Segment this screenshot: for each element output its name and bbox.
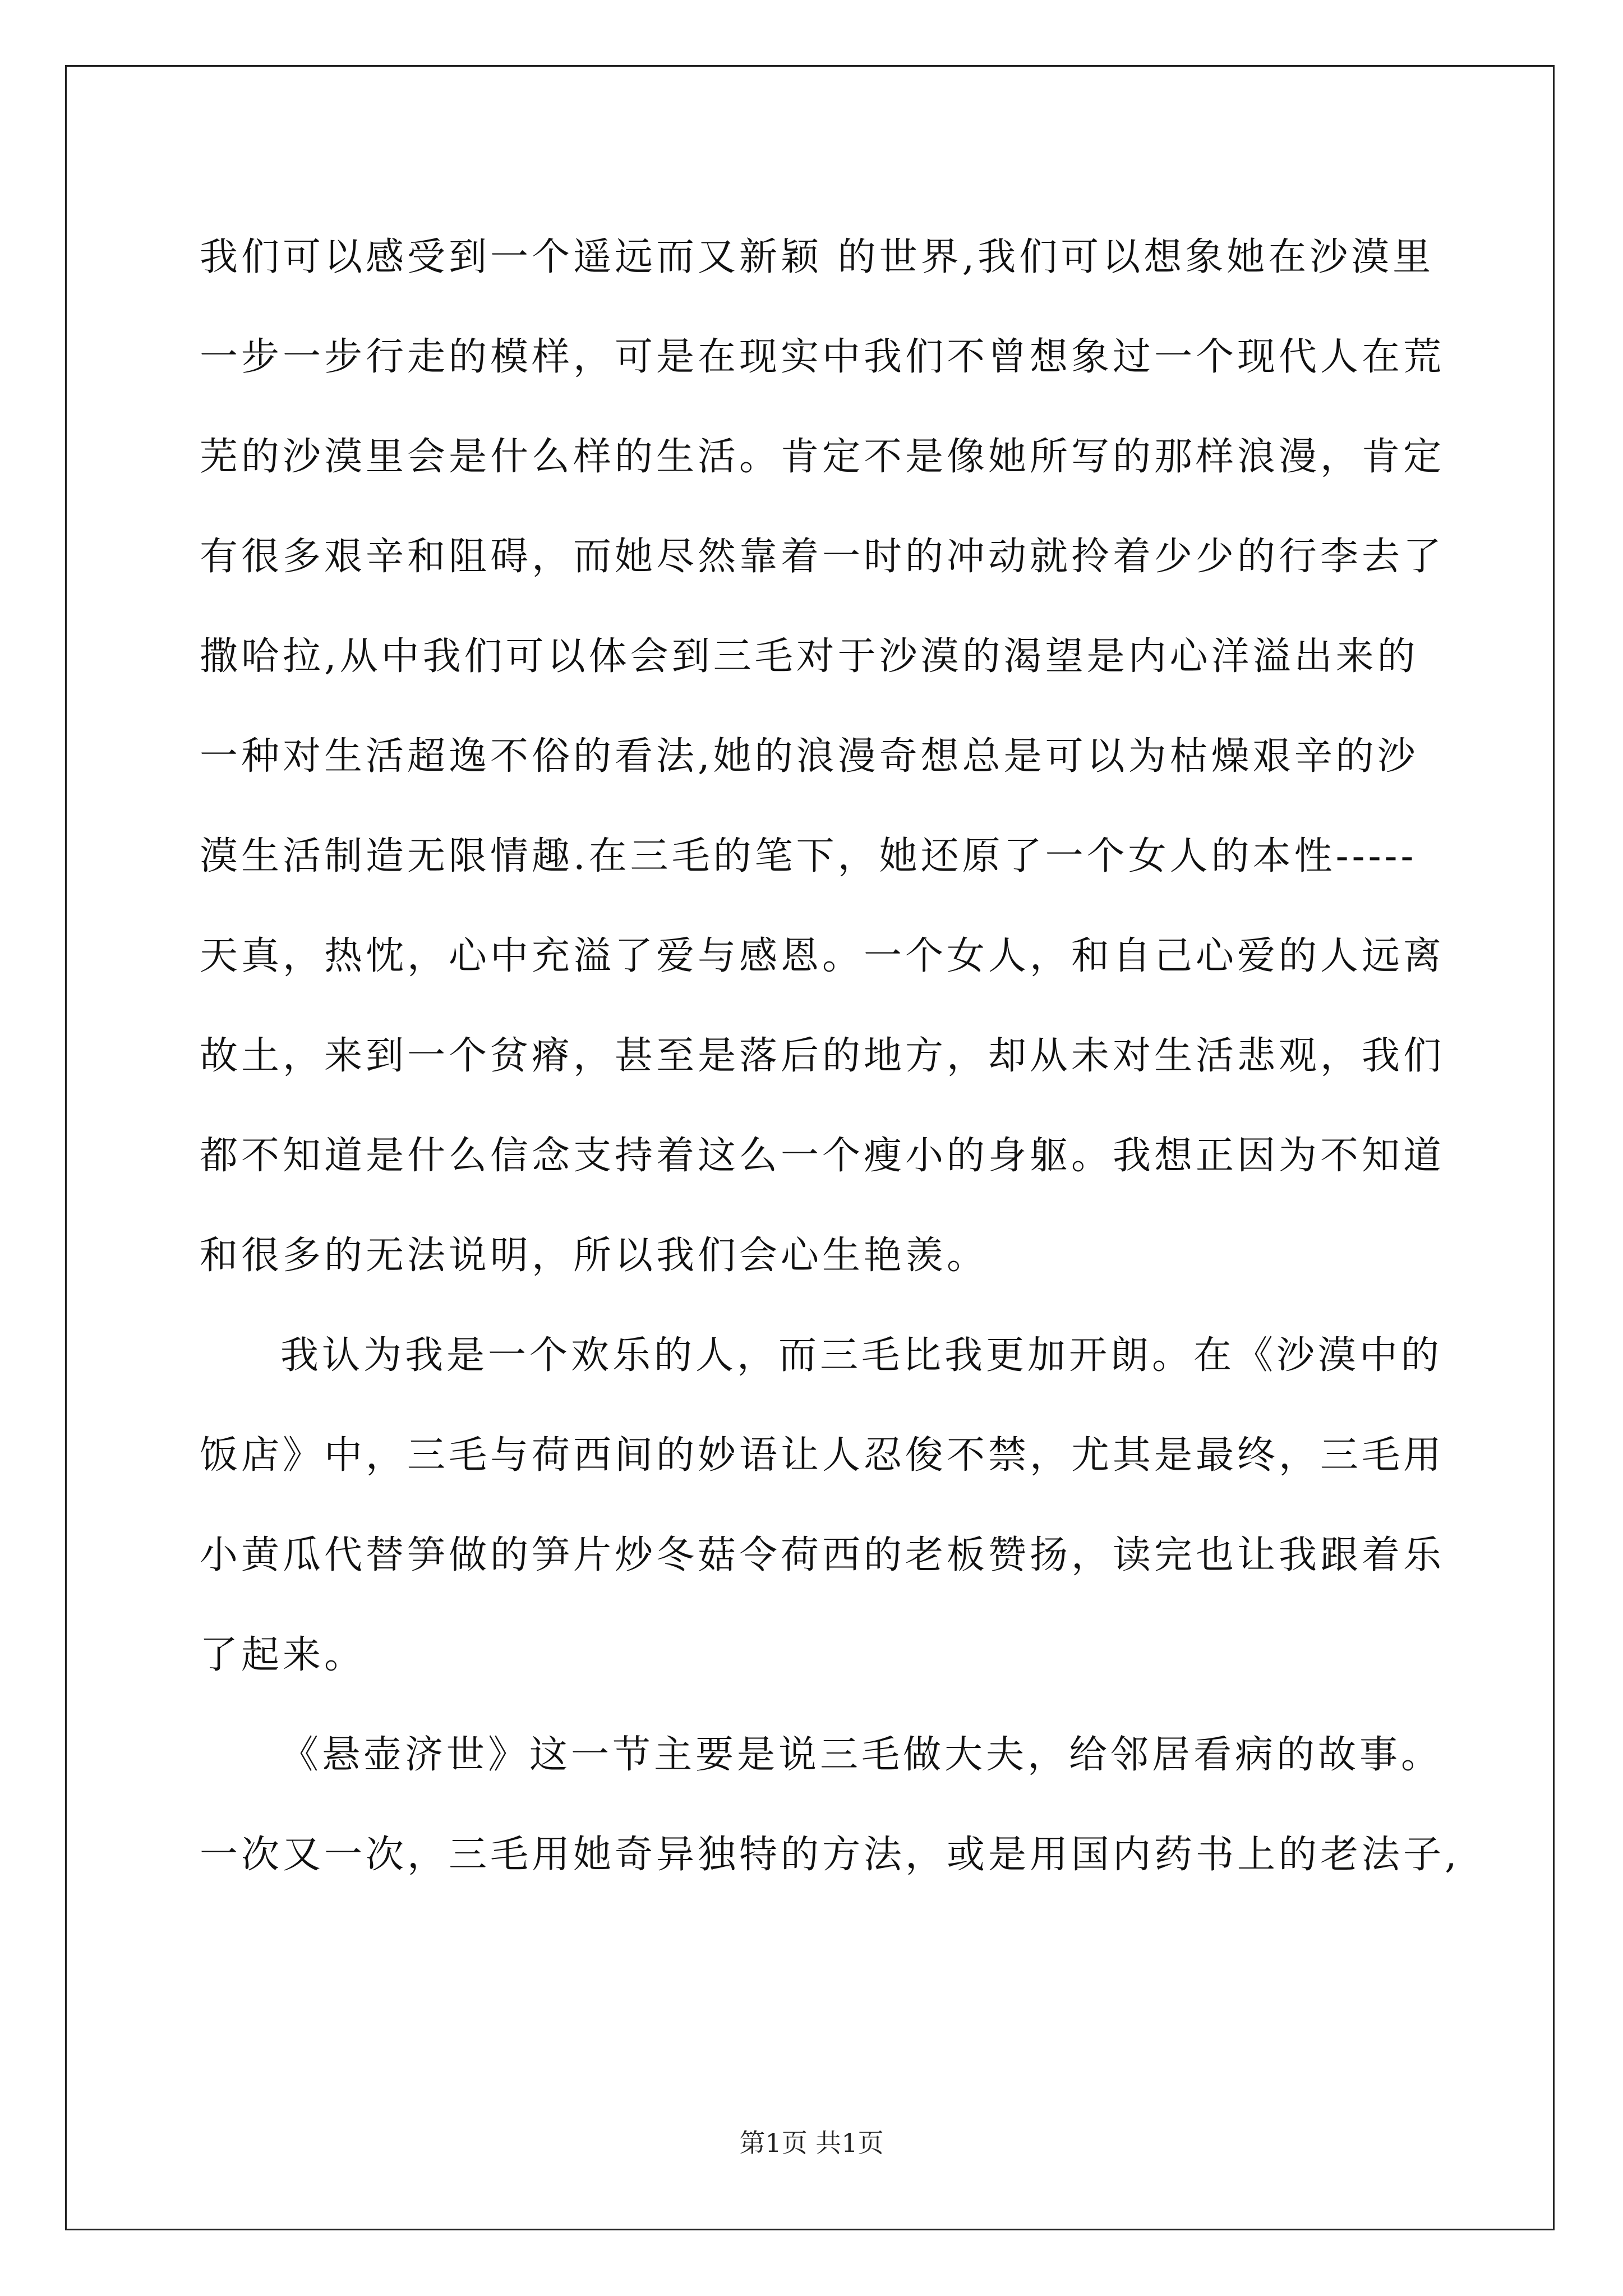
paragraph-start-line: 《悬壶济世》这一节主要是说三毛做大夫，给邻居看病的故事。 bbox=[280, 1733, 1443, 1777]
text-line: 撒哈拉,从中我们可以体会到三毛对于沙漠的渴望是内心洋溢出来的 bbox=[200, 634, 1419, 679]
text-line: 小黄瓜代替笋做的笋片炒冬菇令荷西的老板赞扬，读完也让我跟着乐 bbox=[200, 1533, 1445, 1577]
text-line: 了起来。 bbox=[200, 1633, 366, 1677]
text-line: 芜的沙漠里会是什么样的生活。肯定不是像她所写的那样浪漫，肯定 bbox=[200, 435, 1445, 479]
document-body bbox=[200, 208, 1460, 1905]
text-line: 我们可以感受到一个遥远而又新颖 的世界,我们可以想象她在沙漠里 bbox=[200, 235, 1435, 279]
text-line: 故土，来到一个贫瘠，甚至是落后的地方，却从未对生活悲观，我们 bbox=[200, 1034, 1445, 1078]
text-line: 天真，热忱，心中充溢了爱与感恩。一个女人，和自己心爱的人远离 bbox=[200, 934, 1445, 978]
text-line: 漠生活制造无限情趣.在三毛的笔下，她还原了一个女人的本性----- bbox=[200, 834, 1417, 878]
text-line: 一次又一次，三毛用她奇异独特的方法，或是用国内药书上的老法子, bbox=[200, 1833, 1460, 1877]
text-line: 一种对生活超逸不俗的看法,她的浪漫奇想总是可以为枯燥艰辛的沙 bbox=[200, 734, 1419, 779]
text-line: 饭店》中，三毛与荷西间的妙语让人忍俊不禁，尤其是最终，三毛用 bbox=[200, 1433, 1445, 1478]
text-line: 有很多艰辛和阻碍，而她尽然靠着一时的冲动就拎着少少的行李去了 bbox=[200, 535, 1445, 579]
paragraph-start-line: 我认为我是一个欢乐的人，而三毛比我更加开朗。在《沙漠中的 bbox=[280, 1333, 1443, 1378]
page-footer: 第1页 共1页 bbox=[739, 2128, 884, 2158]
text-line: 都不知道是什么信念支持着这么一个瘦小的身躯。我想正因为不知道 bbox=[200, 1134, 1445, 1178]
text-line: 一步一步行走的模样，可是在现实中我们不曾想象过一个现代人在荒 bbox=[200, 335, 1445, 379]
text-line: 和很多的无法说明，所以我们会心生艳羡。 bbox=[200, 1234, 989, 1278]
